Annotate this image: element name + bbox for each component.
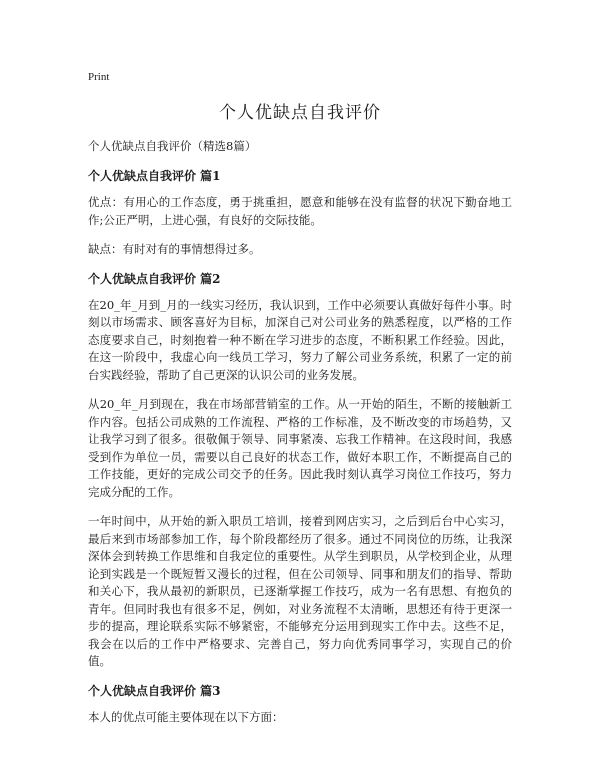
section-heading: 个人优缺点自我评价 篇2 bbox=[88, 271, 221, 286]
section-3 bbox=[88, 683, 512, 727]
paragraph: 在20_年_月到_月的一线实习经历，我认识到，工作中必须要认真做好每件小事。时刻以市场需求、顾客喜好为目标，加深自己对公司业务的熟悉程度，以严格的工作态度要求自己，时刻抱着一种不断在学习进步的态度，不断积累工作经验。因此，在这一阶段中，我虚心向一线员工学习，努力了解公司业务系统，积累了一定的前台实践经验，帮助了自己更深的认识公司的业务发展。 bbox=[88, 297, 512, 382]
section-1 bbox=[88, 168, 512, 259]
print-label: Print bbox=[88, 71, 110, 83]
document-subtitle: 个人优缺点自我评价（精选8篇） bbox=[88, 139, 257, 153]
page-title: 个人优缺点自我评价 bbox=[219, 103, 381, 123]
paragraph: 缺点：有时对有的事情想得过多。 bbox=[88, 242, 261, 256]
section-heading: 个人优缺点自我评价 篇1 bbox=[88, 169, 221, 183]
paragraph: 从20_年_月到现在，我在市场部营销室的工作。从一开始的陌生，不断的接触新工作内容。包括公司成熟的工作流程、严格的工作标准，及不断改变的市场趋势，又让我学习到了很多。很敬佩于领导、同事紧凑、忘我工作精神。在这段时间，我感受到作为单位一员，需要以自己良好的状态工作，做好本职工作，不断提高自己的工作技能，更好的完成公司交予的任务。因此我时刻认真学习岗位工作技巧，努力完成分配的工作。 bbox=[88, 397, 512, 499]
section-heading: 个人优缺点自我评价 篇3 bbox=[88, 683, 221, 698]
section-2 bbox=[88, 271, 512, 671]
paragraph: 一年时间中，从开始的新入职员工培训，接着到网店实习，之后到后台中心实习，最后来到市场部参加工作，每个阶段都经历了很多。通过不同岗位的历练，让我深深体会到转换工作思维和自我定位的重要性。从学生到职员，从学校到企业，从理论到实践是一个既短暂又漫长的过程，但在公司领导、同事和朋友们的指导、帮助和关心下，我从最初的新职员，已逐渐掌握工作技巧，成为一名有思想、有抱负的青年。但同时我也有很多不足，例如，对业务流程不太清晰，思想还有待于更深一步的提高，理论联系实际不够紧密，不能够充分运用到现实工作中去。这些不足，我会在以后的工作中严格要求、完善自己，努力向优秀同事学习，实现自己的价值。 bbox=[88, 514, 512, 668]
paragraph: 优点：有用心的工作态度，勇于挑重担，愿意和能够在没有监督的状况下勤奋地工作;公正严明，上进心强，有良好的交际技能。 bbox=[88, 195, 512, 227]
paragraph: 本人的优点可能主要体现在以下方面： bbox=[88, 709, 284, 724]
